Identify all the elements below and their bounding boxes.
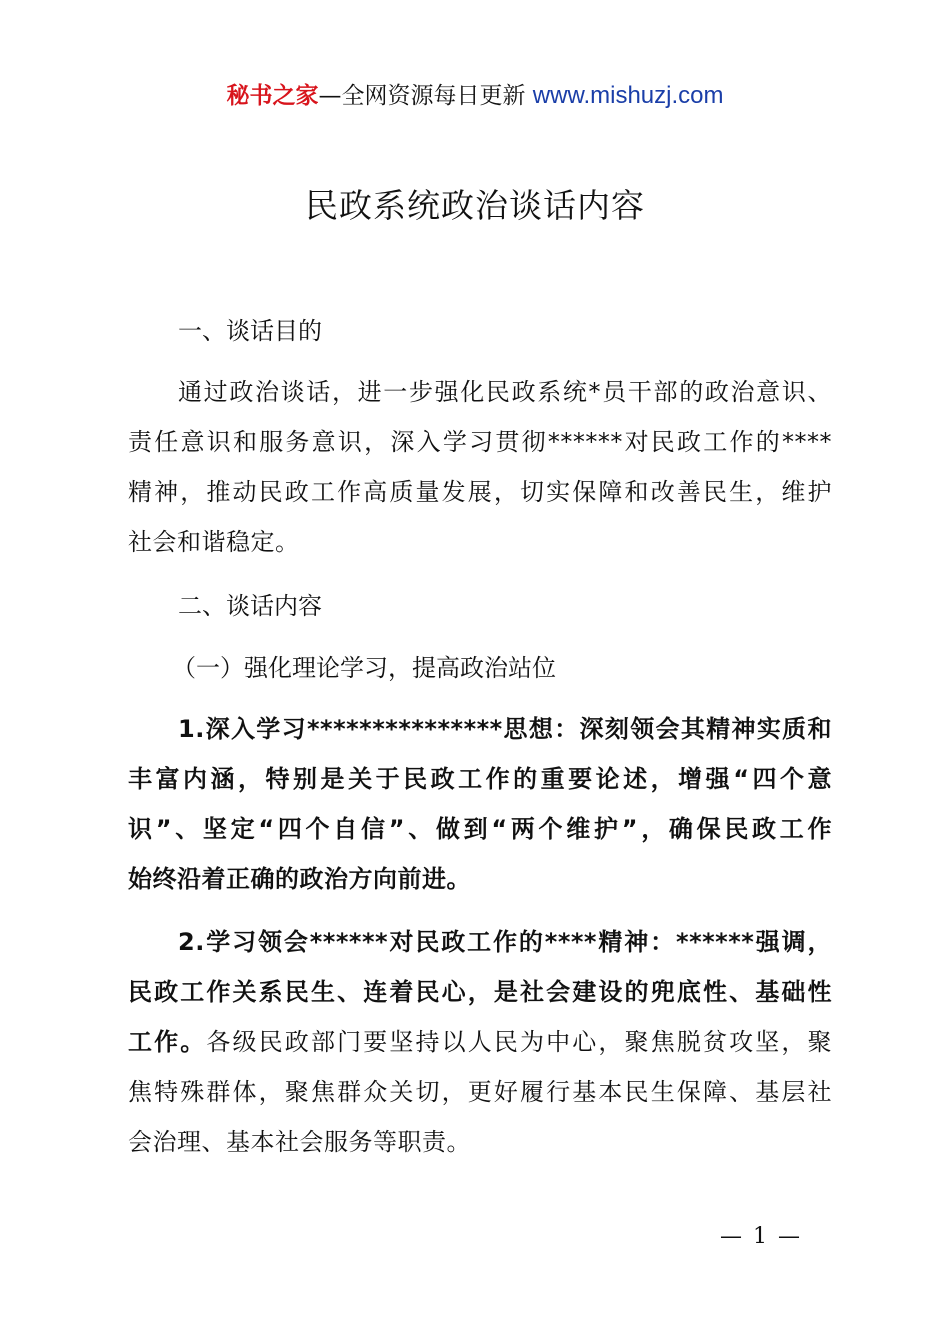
- section-heading-content: 二、谈话内容: [178, 592, 322, 620]
- subsection-heading: （一）强化理论学习，提高政治站位: [172, 654, 556, 682]
- bold-lead-text: 工作。: [128, 1028, 207, 1056]
- paragraph-line: [128, 1017, 832, 1067]
- paragraph-line: 2.学习领会******对民政工作的****精神：******强调，: [178, 928, 832, 956]
- paragraph-line: 责任意识和服务意识，深入学习贯彻******对民政工作的****: [128, 428, 832, 456]
- site-tagline: —全网资源每日更新: [318, 83, 526, 109]
- regular-text: 各级民政部门要坚持以人民为中心，聚焦脱贫攻坚，聚: [206, 1028, 833, 1056]
- paragraph-line: 精神，推动民政工作高质量发展，切实保障和改善民生，维护: [128, 478, 832, 506]
- site-url-link[interactable]: www.mishuzj.com: [532, 82, 724, 109]
- paragraph-line: 1.深入学习***************思想：深刻领会其精神实质和: [178, 715, 832, 743]
- paragraph-line: 始终沿着正确的政治方向前进。: [128, 865, 471, 893]
- paragraph-line: 丰富内涵，特别是关于民政工作的重要论述，增强“四个意: [128, 765, 832, 793]
- paragraph-line: 焦特殊群体，聚焦群众关切，更好履行基本民生保障、基层社: [128, 1078, 832, 1106]
- item-1-paragraph: [128, 704, 832, 904]
- page-number: — 1 —: [720, 1224, 802, 1249]
- site-header: [0, 80, 950, 112]
- section-heading-purpose: 一、谈话目的: [178, 317, 322, 345]
- paragraph-line: 会治理、基本社会服务等职责。: [128, 1128, 471, 1156]
- site-brand: 秘书之家: [226, 83, 319, 109]
- paragraph-line: 民政工作关系民生、连着民心，是社会建设的兜底性、基础性: [128, 978, 832, 1006]
- document-title: 民政系统政治谈话内容: [305, 186, 645, 225]
- paragraph-line: 识”、坚定“四个自信”、做到“两个维护”，确保民政工作: [128, 815, 832, 843]
- item-2-paragraph: [128, 917, 832, 1167]
- paragraph-line: 通过政治谈话，进一步强化民政系统*员干部的政治意识、: [178, 378, 832, 406]
- paragraph-line: 社会和谐稳定。: [128, 528, 300, 556]
- purpose-paragraph: [128, 367, 832, 567]
